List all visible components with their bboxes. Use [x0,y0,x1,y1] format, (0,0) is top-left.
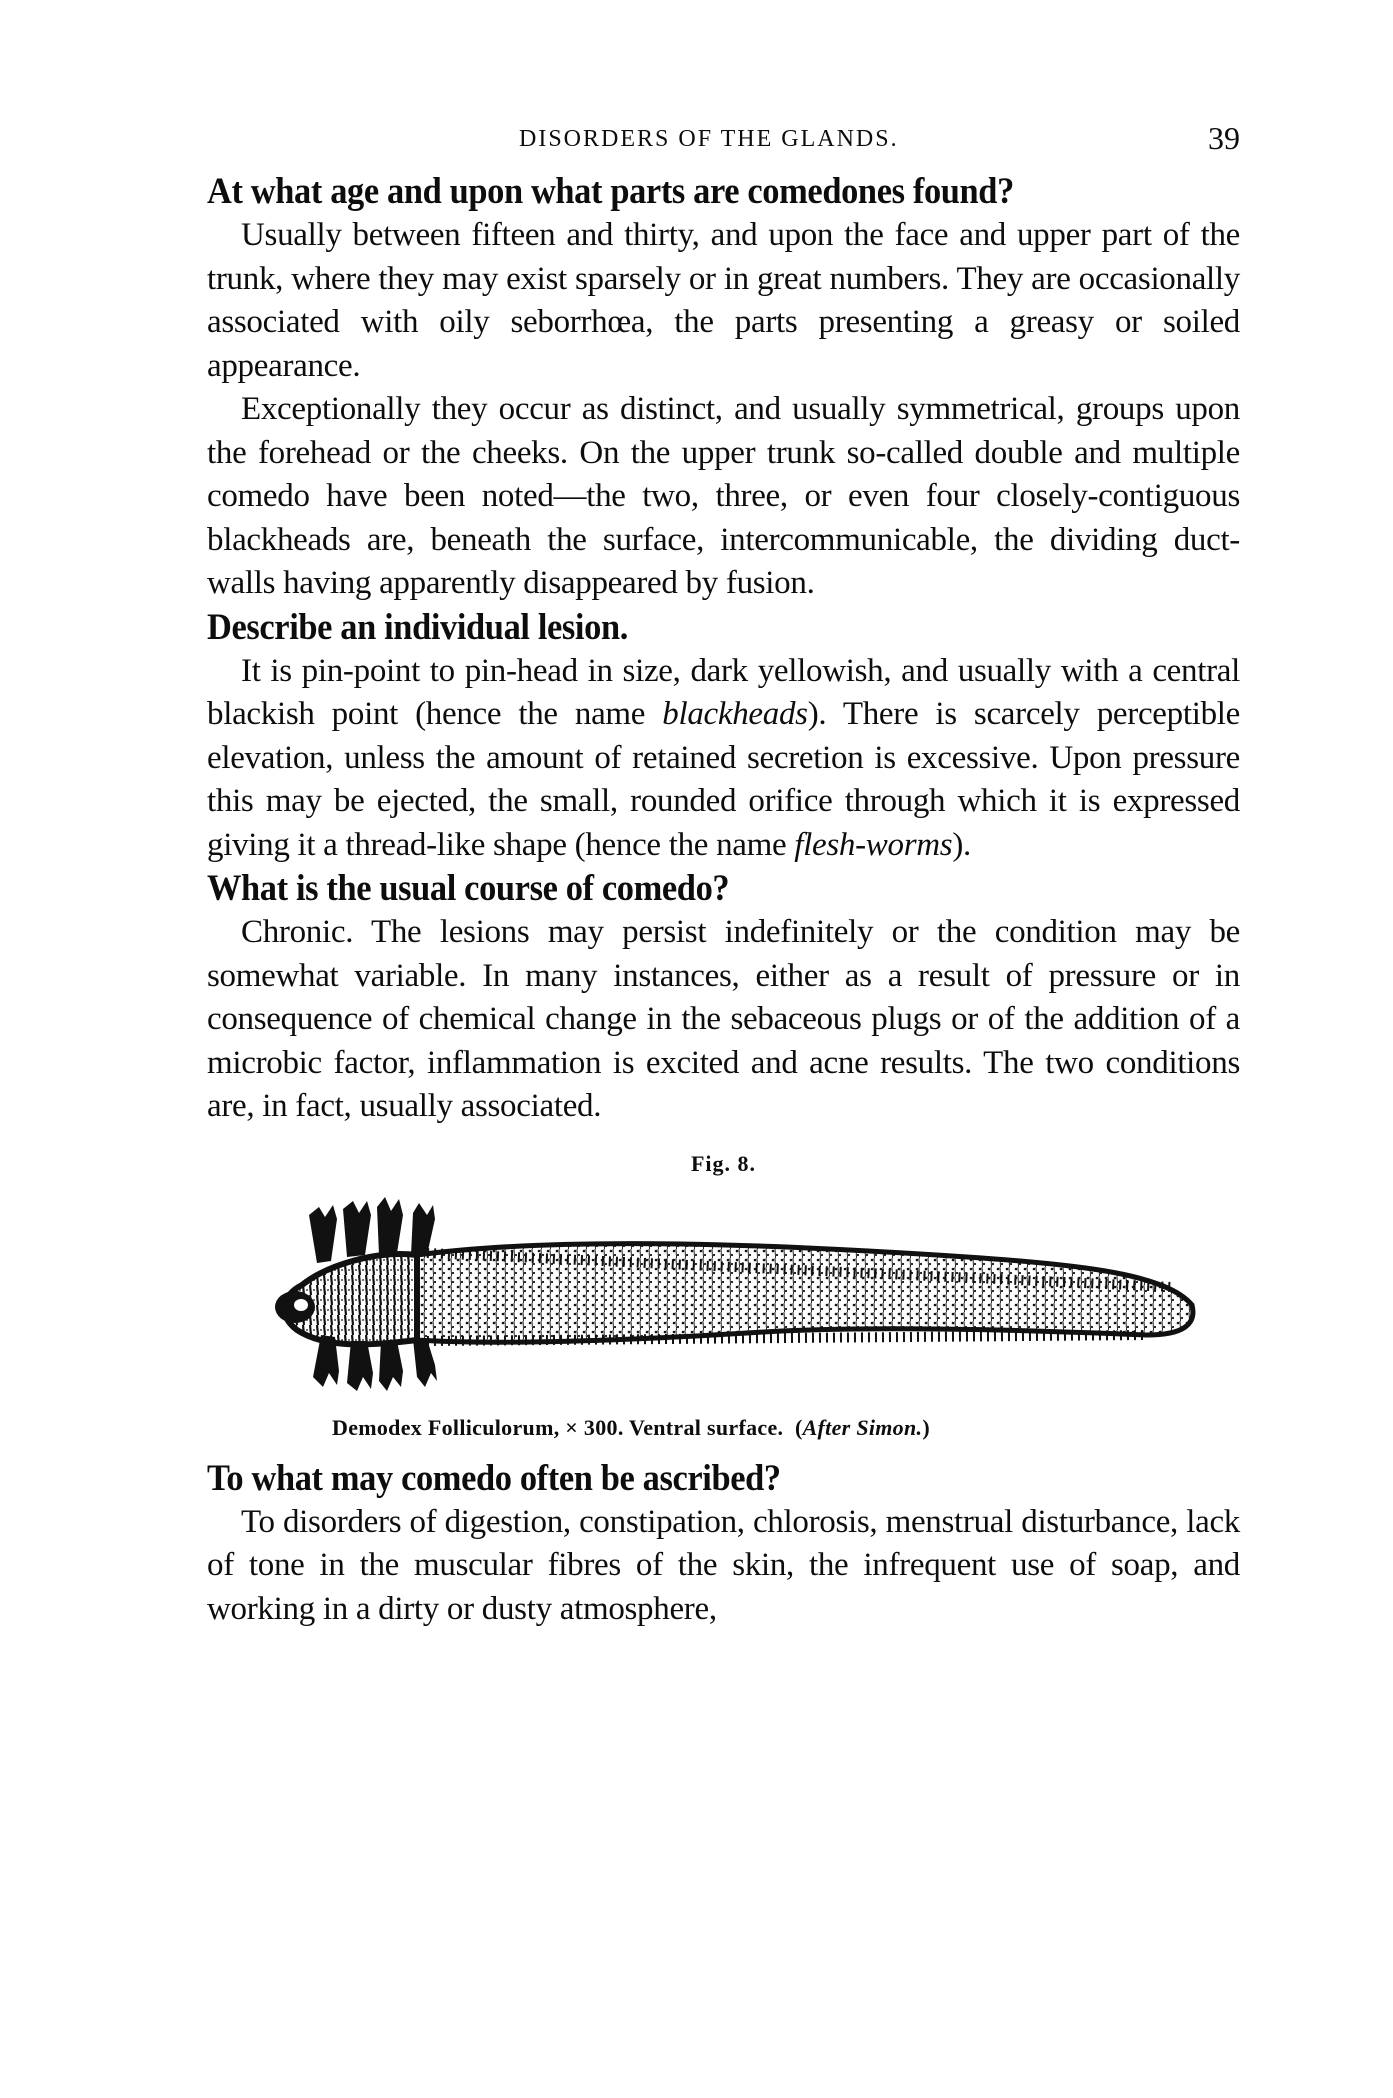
italic-term-blackheads: blackheads [662,696,808,732]
caption-credit-close: ) [922,1414,930,1440]
italic-term-flesh-worms: flesh-worms [794,826,953,863]
text-run: It is pin-point to pin-head in size, dark yellowish, and usually with a central blackish point (hence the name [207,652,1240,732]
question-heading: What is the usual course of comedo? [207,868,730,909]
section-comedo-causes [207,1457,1240,1632]
answer-paragraph [207,650,1240,868]
figure-label: Fig. 8. [690,1150,757,1176]
section-comedones-age [207,170,1240,606]
answer-paragraph: Usually between fifteen and thirty, and upon the face and upper part of the trunk, where they may exist sparsely or in great numbers. They are occasionally associated with oily seborrhœa, the parts presenting a greasy or soiled appearance. [207,217,1240,384]
running-title: DISORDERS OF THE GLANDS. [519,126,899,152]
caption-credit: After Simon. [802,1414,923,1440]
text-run: ). There is scarcely perceptible elevation, unless the amount of retained secretion is excessive. Upon pressure this may be ejected, the small, rounded orifice through which it is expressed giving it a thread-like shape (hence the name [207,696,1240,863]
running-head [207,120,1240,170]
question-heading: At what age and upon what parts are comedones found? [207,171,1014,212]
page-number: 39 [1208,120,1240,156]
caption-main: Demodex Folliculorum, × 300. Ventral surface. [332,1414,784,1440]
answer-paragraph: To disorders of digestion, constipation, chlorosis, menstrual disturbance, lack of tone in the muscular fibres of the skin, the infrequent use of soap, and working in a dirty or dusty atmosphere, [207,1503,1240,1627]
mite-legs-upper [309,1197,435,1263]
figure-caption [207,1415,1240,1441]
book-page [207,120,1240,1631]
question-heading: To what may comedo often be ascribed? [207,1457,781,1499]
section-course-of-comedo [207,867,1240,1129]
figure-8 [207,1151,1240,1441]
demodex-illustration [267,1195,1197,1395]
section-individual-lesion [207,606,1240,868]
answer-paragraph: Chronic. The lesions may persist indefinitely or the condition may be somewhat variable. In many instances, either as a result of pressure or in consequence of chemical change in the sebaceous plugs or of the addition of a microbic factor, inflammation is excited and acne results. The two conditions are, in fact, usually associated. [207,914,1240,1124]
caption-credit-open: ( [794,1414,803,1440]
answer-paragraph: Exceptionally they occur as distinct, and usually symmetrical, groups upon the forehead or the cheeks. On the upper trunk so-called double and multiple comedo have been noted—the two, three, or even four closely-contiguous blackheads are, beneath the surface, intercommunicable, the dividing duct-walls having apparently disappeared by fusion. [207,391,1240,601]
text-run: ). [952,826,971,863]
question-heading: Describe an individual lesion. [207,606,628,648]
